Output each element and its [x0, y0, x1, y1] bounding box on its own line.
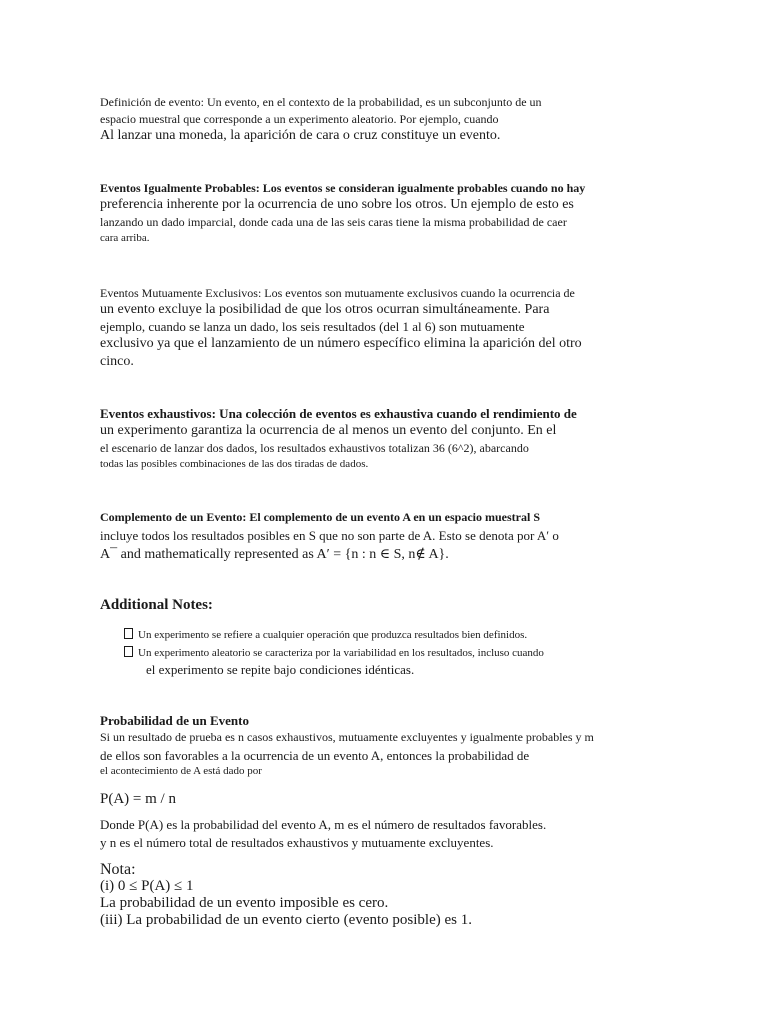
def-evento-line-1: Definición de evento: Un evento, en el contexto de la probabilidad, es un subconjunto de un	[100, 95, 542, 109]
additional-notes-heading: Additional Notes:	[100, 597, 213, 613]
note-bullet-1-text: Un experimento se refiere a cualquier operación que produzca resultados bien definidos.	[138, 629, 528, 641]
mutuamente-line-4: exclusivo ya que el lanzamiento de un número específico elimina la aparición del otro	[100, 336, 582, 351]
note-bullet-2	[124, 646, 544, 659]
exhaustivos-line-3: el escenario de lanzar dos dados, los resultados exhaustivos totalizan 36 (6^2), abarcando	[100, 441, 529, 455]
igualmente-line-4: cara arriba.	[100, 232, 150, 244]
nota-heading: Nota:	[100, 861, 136, 878]
probabilidad-line-2: de ellos son favorables a la ocurrencia de un evento A, entonces la probabilidad de	[100, 748, 530, 763]
igualmente-line-1: Eventos Igualmente Probables: Los eventos se consideran igualmente probables cuando no hay	[100, 181, 586, 195]
mutuamente-line-3: ejemplo, cuando se lanza un dado, los seis resultados (del 1 al 6) son mutuamente	[100, 319, 525, 334]
complemento-line-2: incluye todos los resultados posibles en S que no son parte de A. Esto se denota por A′ o	[100, 528, 559, 543]
probabilidad-formula: P(A) = m / n	[100, 791, 176, 807]
def-evento-line-3: Al lanzar una moneda, la aparición de cara o cruz constituye un evento.	[100, 128, 501, 143]
nota-item-iii: (iii) La probabilidad de un evento cierto (evento posible) es 1.	[100, 912, 472, 928]
probabilidad-desc-2: y n es el número total de resultados exhaustivos y mutuamente excluyentes.	[100, 835, 494, 850]
exhaustivos-line-4: todas las posibles combinaciones de las dos tiradas de dados.	[100, 458, 369, 470]
nota-item-ii: La probabilidad de un evento imposible es cero.	[100, 895, 389, 911]
note-bullet-2-continuation: el experimento se repite bajo condiciones idénticas.	[146, 662, 415, 677]
probabilidad-line-3: el acontecimiento de A está dado por	[100, 765, 262, 777]
igualmente-line-3: lanzando un dado imparcial, donde cada una de las seis caras tiene la misma probabilidad de caer	[100, 215, 567, 229]
bullet-box-icon	[124, 646, 133, 657]
exhaustivos-line-2: un experimento garantiza la ocurrencia de al menos un evento del conjunto. En el	[100, 423, 557, 438]
probabilidad-heading: Probabilidad de un Evento	[100, 713, 249, 728]
mutuamente-line-5: cinco.	[100, 354, 134, 369]
nota-item-i: (i) 0 ≤ P(A) ≤ 1	[100, 878, 194, 894]
probabilidad-line-1: Si un resultado de prueba es n casos exhaustivos, mutuamente excluyentes y igualmente probables y m	[100, 730, 594, 744]
complemento-line-1: Complemento de un Evento: El complemento de un evento A en un espacio muestral S	[100, 510, 541, 524]
mutuamente-line-1: Eventos Mutuamente Exclusivos: Los eventos son mutuamente exclusivos cuando la ocurrencia de	[100, 286, 575, 300]
def-evento-line-2: espacio muestral que corresponde a un experimento aleatorio. Por ejemplo, cuando	[100, 112, 499, 126]
mutuamente-line-2: un evento excluye la posibilidad de que los otros ocurran simultáneamente. Para	[100, 302, 550, 317]
igualmente-line-2: preferencia inherente por la ocurrencia de uno sobre los otros. Un ejemplo de esto es	[100, 197, 574, 212]
note-bullet-2-text: Un experimento aleatorio se caracteriza por la variabilidad en los resultados, incluso cuando	[138, 647, 544, 659]
note-bullet-1	[124, 628, 527, 641]
probabilidad-desc-1: Donde P(A) es la probabilidad del evento A, m es el número de resultados favorables.	[100, 817, 547, 832]
bullet-box-icon	[124, 628, 133, 639]
complemento-line-3: A¯ and mathematically represented as A′ = {n : n ∈ S, n∉ A}.	[100, 547, 449, 562]
exhaustivos-line-1: Eventos exhaustivos: Una colección de eventos es exhaustiva cuando el rendimiento de	[100, 406, 577, 421]
